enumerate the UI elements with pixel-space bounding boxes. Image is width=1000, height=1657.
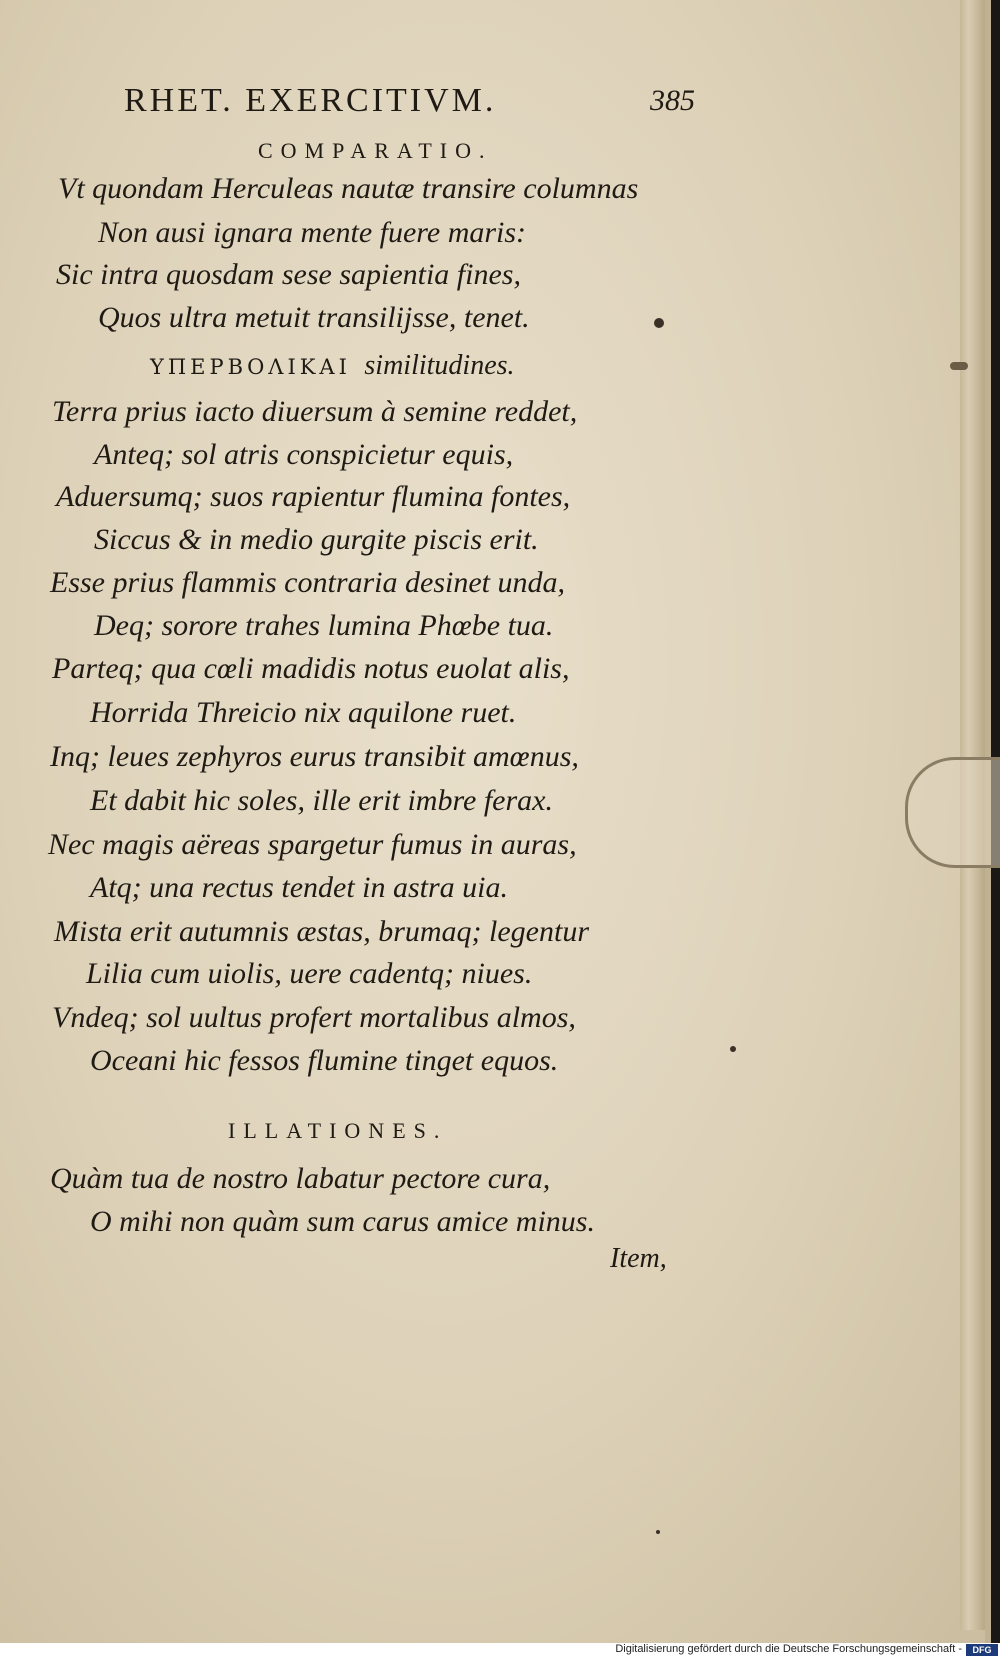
verse-line: Inq; leues zephyros eurus transibit amœnus, bbox=[50, 740, 579, 773]
section-heading-hyperbolic bbox=[150, 350, 515, 382]
heading-greek-word: ΥΠΕΡΒΟΛΙΚΑΙ bbox=[150, 355, 351, 379]
section-heading-illationes: ILLATIONES. bbox=[228, 1118, 448, 1143]
section-heading-comparatio: COMPARATIO. bbox=[258, 138, 493, 163]
verse-line: Aduersumq; suos rapientur flumina fontes, bbox=[56, 480, 571, 513]
verse-line: Siccus & in medio gurgite piscis erit. bbox=[94, 523, 539, 556]
verse-line: Quos ultra metuit transilijsse, tenet. bbox=[98, 301, 530, 334]
verse-line: Parteq; qua cœli madidis notus euolat alis, bbox=[52, 652, 570, 685]
ink-spot bbox=[730, 1046, 736, 1052]
verse-line: Non ausi ignara mente fuere maris: bbox=[98, 216, 527, 249]
verse-line: Quàm tua de nostro labatur pectore cura, bbox=[50, 1162, 551, 1195]
verse-line: Nec magis aëreas spargetur fumus in auras, bbox=[48, 828, 577, 861]
verse-line: Horrida Threicio nix aquilone ruet. bbox=[90, 696, 517, 729]
verse-line: Oceani hic fessos flumine tinget equos. bbox=[90, 1044, 559, 1077]
verse-line: Atq; una rectus tendet in astra uia. bbox=[90, 871, 509, 904]
footer-credit-text: Digitalisierung gefördert durch die Deutsche Forschungsgemeinschaft - bbox=[615, 1643, 962, 1655]
verse-line: Vt quondam Herculeas nautæ transire columnas bbox=[58, 172, 639, 205]
page-number: 385 bbox=[650, 84, 695, 117]
verse-line: Vndeq; sol uultus profert mortalibus almos, bbox=[52, 1001, 576, 1034]
verse-line: Mista erit autumnis æstas, brumaq; legentur bbox=[54, 915, 590, 948]
verse-line: O mihi non quàm sum carus amice minus. bbox=[90, 1205, 595, 1238]
heading-latin-word: similitudines. bbox=[364, 350, 515, 381]
verse-line: Et dabit hic soles, ille erit imbre ferax. bbox=[90, 784, 553, 817]
dfg-logo: DFG bbox=[966, 1644, 998, 1656]
catchword: Item, bbox=[610, 1243, 667, 1274]
stain-mark bbox=[950, 362, 968, 370]
verse-line: Deq; sorore trahes lumina Phœbe tua. bbox=[94, 609, 554, 642]
ink-spot bbox=[654, 318, 664, 328]
verse-line: Sic intra quosdam sese sapientia fines, bbox=[56, 258, 521, 291]
verse-line: Terra prius iacto diuersum à semine reddet, bbox=[52, 395, 578, 428]
verse-line: Lilia cum uiolis, uere cadentq; niues. bbox=[86, 957, 533, 990]
running-head: RHET. EXERCITIVM. bbox=[124, 82, 497, 119]
verse-line: Esse prius flammis contraria desinet unda, bbox=[50, 566, 565, 599]
verse-line: Anteq; sol atris conspicietur equis, bbox=[94, 438, 514, 471]
page-clip-tab bbox=[905, 757, 1000, 868]
digitization-footer bbox=[0, 1643, 1000, 1657]
ink-spot bbox=[656, 1530, 660, 1534]
